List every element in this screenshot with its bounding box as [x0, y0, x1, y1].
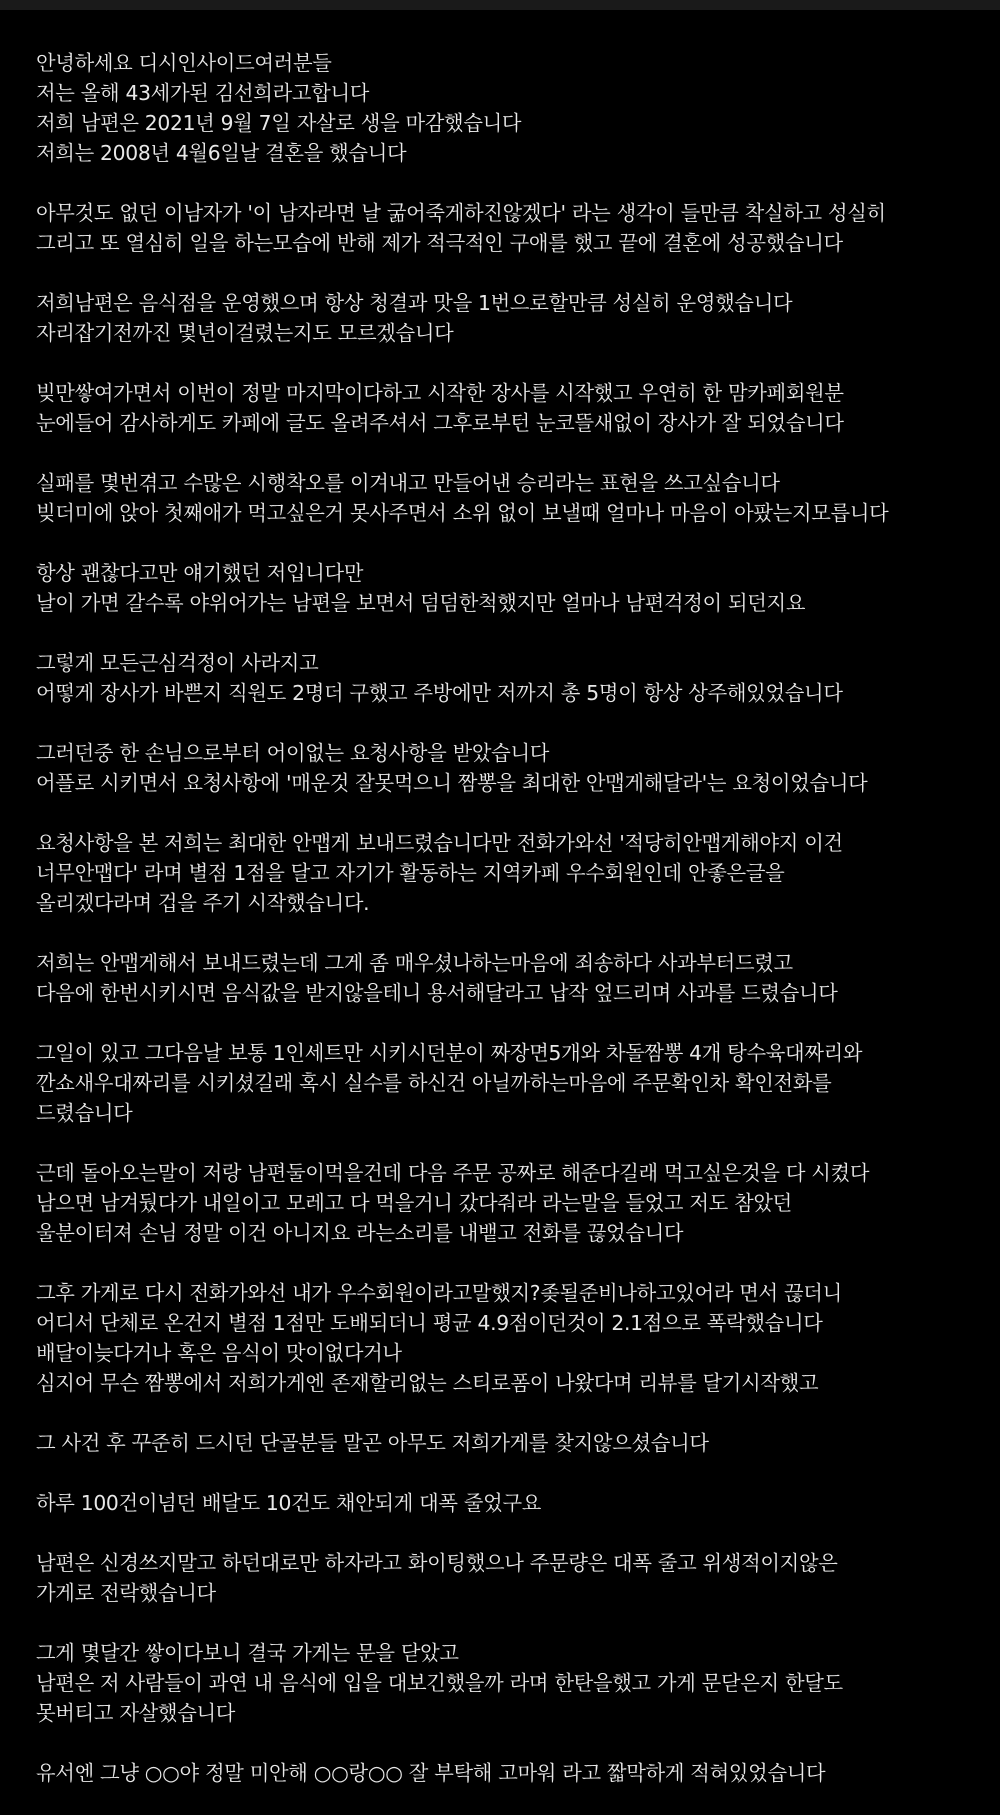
text-line: 항상 괜찮다고만 얘기했던 저입니다만 [36, 561, 364, 585]
paragraph [36, 648, 996, 708]
paragraph [36, 1278, 996, 1398]
paragraph [36, 468, 996, 528]
text-line: 자리잡기전까진 몇년이걸렸는지도 모르겠습니다 [36, 321, 454, 345]
text-line: 그게 몇달간 쌓이다보니 결국 가게는 문을 닫았고 [36, 1641, 459, 1665]
text-line: 빚더미에 앉아 첫째애가 먹고싶은거 못사주면서 소위 없이 보낼때 얼마나 마음이 아팠는지모릅니다 [36, 501, 889, 525]
text-line: 안녕하세요 디시인사이드여러분들 [36, 51, 332, 75]
paragraph [36, 738, 996, 798]
paragraph [36, 1428, 996, 1458]
paragraph [36, 198, 996, 258]
paragraph [36, 558, 996, 618]
text-line: 아무것도 없던 이남자가 '이 남자라면 날 굶어죽게하진않겠다' 라는 생각이 들만큼 착실하고 성실히 [36, 201, 886, 225]
text-line: 요청사항을 본 저희는 최대한 안맵게 보내드렸습니다만 전화가와선 '적당히안맵게해야지 이건 [36, 831, 843, 855]
paragraph [36, 378, 996, 438]
text-line: 그리고 또 열심히 일을 하는모습에 반해 제가 적극적인 구애를 했고 끝에 결혼에 성공했습니다 [36, 231, 843, 255]
paragraph [36, 1488, 996, 1518]
text-line: 실패를 몇번겪고 수많은 시행착오를 이겨내고 만들어낸 승리라는 표현을 쓰고싶습니다 [36, 471, 780, 495]
text-line: 그일이 있고 그다음날 보통 1인세트만 시키시던분이 짜장면5개와 차돌짬뽕 4개 탕수육대짜리와 [36, 1041, 863, 1065]
text-line: 남편은 신경쓰지말고 하던대로만 하자라고 화이팅했으나 주문량은 대폭 줄고 위생적이지않은 [36, 1551, 838, 1575]
text-line: 저희 남편은 2021년 9월 7일 자살로 생을 마감했습니다 [36, 111, 522, 135]
text-line: 유서엔 그냥 ○○야 정말 미안해 ○○랑○○ 잘 부탁해 고마워 라고 짧막하게 적혀있었습니다 [36, 1761, 826, 1785]
paragraph [36, 948, 996, 1008]
text-line: 근데 돌아오는말이 저랑 남편둘이먹을건데 다음 주문 공짜로 해준다길래 먹고싶은것을 다 시켰다 [36, 1161, 870, 1185]
paragraph [36, 288, 996, 348]
post-body [36, 48, 996, 1788]
text-line: 그러던중 한 손님으로부터 어이없는 요청사항을 받았습니다 [36, 741, 550, 765]
text-line: 그후 가게로 다시 전화가와선 내가 우수회원이라고말했지?좆될준비나하고있어라 면서 끊더니 [36, 1281, 842, 1305]
paragraph [36, 1548, 996, 1608]
text-line: 그렇게 모든근심걱정이 사라지고 [36, 651, 319, 675]
text-line: 너무안맵다' 라며 별점 1점을 달고 자기가 활동하는 지역카페 우수회원인데 안좋은글을 [36, 861, 785, 885]
text-line: 어디서 단체로 온건지 별점 1점만 도배되더니 평균 4.9점이던것이 2.1점으로 폭락했습니다 [36, 1311, 823, 1335]
text-line: 배달이늦다거나 혹은 음식이 맛이없다거나 [36, 1341, 402, 1365]
text-line: 다음에 한번시키시면 음식값을 받지않을테니 용서해달라고 납작 엎드리며 사과를 드렸습니다 [36, 981, 838, 1005]
text-line: 그 사건 후 꾸준히 드시던 단골분들 말곤 아무도 저희가게를 찾지않으셨습니다 [36, 1431, 709, 1455]
text-line: 드렸습니다 [36, 1101, 133, 1125]
text-line: 남으면 남겨뒀다가 내일이고 모레고 다 먹을거니 갔다줘라 라는말을 들었고 저도 참았던 [36, 1191, 792, 1215]
text-line: 올리겠다라며 겁을 주기 시작했습니다. [36, 891, 370, 915]
text-line: 하루 100건이넘던 배달도 10건도 채안되게 대폭 줄었구요 [36, 1491, 542, 1515]
text-line: 날이 가면 갈수록 야위어가는 남편을 보면서 덤덤한척했지만 얼마나 남편걱정이 되던지요 [36, 591, 806, 615]
paragraph [36, 828, 996, 918]
text-line: 저희는 안맵게해서 보내드렸는데 그게 좀 매우셨나하는마음에 죄송하다 사과부터드렸고 [36, 951, 793, 975]
text-line: 가게로 전락했습니다 [36, 1581, 216, 1605]
text-line: 빚만쌓여가면서 이번이 정말 마지막이다하고 시작한 장사를 시작했고 우연히 한 맘카페회원분 [36, 381, 844, 405]
paragraph [36, 1638, 996, 1728]
text-line: 남편은 저 사람들이 과연 내 음식에 입을 대보긴했을까 라며 한탄을했고 가게 문닫은지 한달도 [36, 1671, 843, 1695]
text-line: 저희남편은 음식점을 운영했으며 항상 청결과 맛을 1번으로할만큼 성실히 운영했습니다 [36, 291, 793, 315]
text-line: 못버티고 자살했습니다 [36, 1701, 236, 1725]
text-line: 어떻게 장사가 바쁜지 직원도 2명더 구했고 주방에만 저까지 총 5명이 항상 상주해있었습니다 [36, 681, 843, 705]
text-line: 울분이터져 손님 정말 이건 아니지요 라는소리를 내뱉고 전화를 끊었습니다 [36, 1221, 684, 1245]
paragraph [36, 1158, 996, 1248]
paragraph [36, 48, 996, 168]
text-line: 저는 올해 43세가된 김선희라고합니다 [36, 81, 370, 105]
top-bar [0, 0, 1000, 10]
text-line: 눈에들어 감사하게도 카페에 글도 올려주셔서 그후로부턴 눈코뜰새없이 장사가 잘 되었습니다 [36, 411, 844, 435]
text-line: 심지어 무슨 짬뽕에서 저희가게엔 존재할리없는 스티로폼이 나왔다며 리뷰를 달기시작했고 [36, 1371, 819, 1395]
paragraph [36, 1038, 996, 1128]
text-line: 깐쇼새우대짜리를 시키셨길래 혹시 실수를 하신건 아닐까하는마음에 주문확인차 확인전화를 [36, 1071, 832, 1095]
paragraph [36, 1758, 996, 1788]
text-line: 어플로 시키면서 요청사항에 '매운것 잘못먹으니 짬뽕을 최대한 안맵게해달라'는 요청이었습니다 [36, 771, 868, 795]
text-line: 저희는 2008년 4월6일날 결혼을 했습니다 [36, 141, 407, 165]
